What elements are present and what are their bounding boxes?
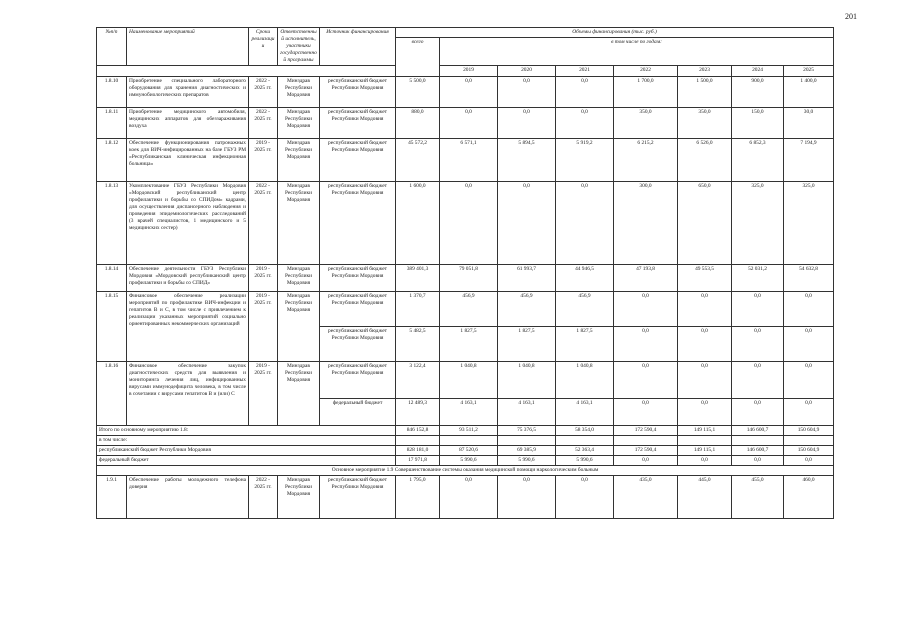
row-value: 6 526,0	[678, 139, 732, 182]
summary-value: 69 385,9	[498, 446, 556, 456]
row-term: 2022 - 2025 гг.	[249, 182, 278, 265]
row-source: республиканский бюджет Республики Мордовия	[320, 108, 396, 139]
header-total: всего	[396, 38, 440, 77]
row-value: 61 993,7	[498, 265, 556, 292]
header-spacer	[97, 66, 396, 77]
summary-value: 52 363,4	[556, 446, 614, 456]
table-row	[97, 77, 834, 108]
row-responsible: Минздрав Республики Мордовия	[278, 182, 320, 265]
row-responsible: Минздрав Республики Мордовия	[278, 139, 320, 182]
header-year: 2021	[556, 66, 614, 77]
row-total: 5 482,5	[396, 327, 440, 362]
row-name: Приобретение медицинского автомобиля, медицинских аппаратов для обеззараживания воздуха	[127, 108, 249, 139]
row-value: 7 194,9	[784, 139, 834, 182]
header-term: Сроки реализации	[249, 28, 278, 66]
summary-value	[732, 436, 784, 446]
summary-value: 5 990,6	[498, 456, 556, 466]
row-number: 1.9.1	[97, 476, 127, 519]
summary-row	[97, 426, 834, 436]
summary-total: 828 181,0	[396, 446, 440, 456]
row-total: 45 572,2	[396, 139, 440, 182]
row-value: 30,0	[784, 108, 834, 139]
summary-value: 93 511,2	[440, 426, 498, 436]
row-value: 150,0	[732, 108, 784, 139]
row-value: 325,0	[784, 182, 834, 265]
row-value: 49 553,5	[678, 265, 732, 292]
row-value: 0,0	[498, 77, 556, 108]
header-year: 2019	[440, 66, 498, 77]
row-value: 0,0	[732, 292, 784, 327]
row-total: 1 370,7	[396, 292, 440, 327]
row-total: 1 795,0	[396, 476, 440, 519]
row-value: 445,0	[678, 476, 732, 519]
header-year: 2022	[614, 66, 678, 77]
row-responsible: Минздрав Республики Мордовия	[278, 476, 320, 519]
row-value: 900,0	[732, 77, 784, 108]
row-number: 1.8.12	[97, 139, 127, 182]
summary-value: 149 115,1	[678, 426, 732, 436]
row-value: 0,0	[556, 476, 614, 519]
summary-value: 146 600,7	[732, 426, 784, 436]
row-value: 456,9	[556, 292, 614, 327]
row-value: 4 163,1	[440, 399, 498, 426]
row-value: 0,0	[678, 362, 732, 399]
row-value: 0,0	[498, 182, 556, 265]
row-source: республиканский бюджет Республики Мордовия	[320, 362, 396, 399]
row-value: 0,0	[678, 399, 732, 426]
summary-value: 0,0	[732, 456, 784, 466]
row-term: 2019 - 2025 гг.	[249, 139, 278, 182]
row-value: 6 852,3	[732, 139, 784, 182]
summary-label: в том числе:	[97, 436, 396, 446]
row-value: 0,0	[678, 327, 732, 362]
summary-row	[97, 446, 834, 456]
row-number: 1.8.15	[97, 292, 127, 362]
table-row	[97, 265, 834, 292]
table-row	[97, 476, 834, 519]
row-value: 456,9	[498, 292, 556, 327]
summary-value: 150 604,9	[784, 426, 834, 436]
row-value: 460,0	[784, 476, 834, 519]
header-year: 2025	[784, 66, 834, 77]
row-name: Обеспечение функционирования патронажных коек для ВИЧ-инфицированных на базе ГБУЗ РМ «Республиканская клиническая инфекционная больница»	[127, 139, 249, 182]
section-row	[97, 466, 834, 476]
summary-value: 0,0	[678, 456, 732, 466]
summary-value: 87 520,6	[440, 446, 498, 456]
summary-value: 146 600,7	[732, 446, 784, 456]
row-value: 0,0	[498, 108, 556, 139]
header-source: Источник финансирования	[320, 28, 396, 66]
header-num: №п/п	[97, 28, 127, 66]
row-responsible: Минздрав Республики Мордовия	[278, 77, 320, 108]
row-value: 350,0	[614, 108, 678, 139]
row-value: 455,0	[732, 476, 784, 519]
summary-value	[556, 436, 614, 446]
row-value: 6 215,2	[614, 139, 678, 182]
summary-value: 5 990,6	[556, 456, 614, 466]
row-value: 456,9	[440, 292, 498, 327]
row-total: 12 489,3	[396, 399, 440, 426]
row-name: Финансовое обеспечение закупок диагностических средств для выявления и мониторинга лечения лиц, инфицированных вирусами иммунодефицита человека, в том числе в сочетании с вирусами гепатитов В и (или) С	[127, 362, 249, 426]
summary-value: 172 590,4	[614, 426, 678, 436]
row-value: 1 500,0	[678, 77, 732, 108]
row-value: 5 894,5	[498, 139, 556, 182]
header-year: 2023	[678, 66, 732, 77]
header-funding: Объемы финансирования (тыс. руб.)	[396, 28, 834, 38]
header-name: Наименование мероприятий	[127, 28, 249, 66]
row-value: 300,0	[614, 182, 678, 265]
row-value: 1 040,8	[556, 362, 614, 399]
section-title: Основное мероприятие 1.9 Совершенствование системы оказания медицинской помощи наркологическим больным	[97, 466, 834, 476]
row-term: 2022 - 2025 гг.	[249, 108, 278, 139]
table-years-row	[97, 66, 834, 77]
summary-label: республиканский бюджет Республики Мордовия	[97, 446, 396, 456]
row-value: 0,0	[784, 362, 834, 399]
row-total: 3 122,4	[396, 362, 440, 399]
row-term: 2022 - 2025 гг.	[249, 77, 278, 108]
summary-row	[97, 456, 834, 466]
row-value: 1 827,5	[556, 327, 614, 362]
row-responsible: Минздрав Республики Мордовия	[278, 362, 320, 426]
row-value: 54 632,8	[784, 265, 834, 292]
summary-value: 149 115,1	[678, 446, 732, 456]
summary-value: 150 604,9	[784, 446, 834, 456]
summary-value: 172 590,4	[614, 446, 678, 456]
row-value: 0,0	[732, 327, 784, 362]
row-value: 1 040,8	[440, 362, 498, 399]
header-year: 2024	[732, 66, 784, 77]
page-number: 201	[845, 12, 857, 21]
row-value: 0,0	[678, 292, 732, 327]
row-responsible: Минздрав Республики Мордовия	[278, 265, 320, 292]
table-row	[97, 362, 834, 399]
row-total: 389 401,3	[396, 265, 440, 292]
row-value: 4 163,1	[498, 399, 556, 426]
row-number: 1.8.10	[97, 77, 127, 108]
row-value: 0,0	[784, 399, 834, 426]
summary-value: 58 354,0	[556, 426, 614, 436]
row-value: 435,0	[614, 476, 678, 519]
row-number: 1.8.13	[97, 182, 127, 265]
summary-value	[440, 436, 498, 446]
row-value: 0,0	[440, 77, 498, 108]
row-name: Обеспечение деятельности ГБУЗ Республики Мордовия «Мордовский республиканский центр профилактики и борьбы со СПИД»	[127, 265, 249, 292]
row-name: Приобретение специального лабораторного оборудования для хранения диагностических и иммунобиологических препаратов	[127, 77, 249, 108]
table-row	[97, 292, 834, 327]
row-name: Укомплектование ГБУЗ Республики Мордовия «Мордовский республиканский центр профилактики и борьбы со СПИДом» кадрами, для осуществления диспансерного наблюдения и проведения эпидемиологических расследований (3 врачей специалистов, 1 медицинского и 5 медицинских сестер)	[127, 182, 249, 265]
row-source: республиканский бюджет Республики Мордовия	[320, 265, 396, 292]
row-value: 0,0	[784, 327, 834, 362]
summary-value	[498, 436, 556, 446]
row-value: 6 571,1	[440, 139, 498, 182]
summary-value: 0,0	[614, 456, 678, 466]
row-source: республиканский бюджет Республики Мордовия	[320, 327, 396, 362]
funding-table	[96, 27, 834, 519]
row-total: 880,0	[396, 108, 440, 139]
row-responsible: Минздрав Республики Мордовия	[278, 292, 320, 362]
row-number: 1.8.11	[97, 108, 127, 139]
header-responsible: Ответственный исполнитель, участники государственной программы	[278, 28, 320, 66]
row-value: 0,0	[440, 108, 498, 139]
row-value: 0,0	[614, 327, 678, 362]
row-source: федеральный бюджет	[320, 399, 396, 426]
summary-total	[396, 436, 440, 446]
row-value: 5 919,2	[556, 139, 614, 182]
summary-label: Итого по основному мероприятию 1.8:	[97, 426, 396, 436]
summary-total: 17 971,8	[396, 456, 440, 466]
table-header-row	[97, 28, 834, 38]
row-value: 0,0	[784, 292, 834, 327]
row-source: республиканский бюджет Республики Мордовия	[320, 292, 396, 327]
header-by-year: в том числе по годам:	[440, 38, 834, 66]
row-value: 0,0	[614, 399, 678, 426]
row-value: 0,0	[498, 476, 556, 519]
summary-value: 0,0	[784, 456, 834, 466]
row-name: Обеспечение работы молодежного телефона доверия	[127, 476, 249, 519]
row-value: 4 163,1	[556, 399, 614, 426]
row-name: Финансовое обеспечение реализации мероприятий по профилактике ВИЧ-инфекции и гепатитов В и С, в том числе с привлечением к реализации указанных мероприятий социально ориентированных некоммерческих организаций	[127, 292, 249, 362]
row-value: 650,0	[678, 182, 732, 265]
row-value: 0,0	[440, 476, 498, 519]
header-year: 2020	[498, 66, 556, 77]
row-total: 1 600,0	[396, 182, 440, 265]
row-source: республиканский бюджет Республики Мордовия	[320, 182, 396, 265]
summary-value: 5 990,6	[440, 456, 498, 466]
row-value: 1 827,5	[440, 327, 498, 362]
row-value: 79 051,8	[440, 265, 498, 292]
row-value: 0,0	[556, 108, 614, 139]
summary-value	[678, 436, 732, 446]
table-row	[97, 139, 834, 182]
row-value: 0,0	[614, 362, 678, 399]
summary-value	[614, 436, 678, 446]
row-value: 0,0	[556, 77, 614, 108]
row-term: 2019 - 2025 гг.	[249, 292, 278, 362]
row-value: 44 946,5	[556, 265, 614, 292]
row-source: республиканский бюджет Республики Мордовия	[320, 139, 396, 182]
row-responsible: Минздрав Республики Мордовия	[278, 108, 320, 139]
row-value: 0,0	[732, 399, 784, 426]
row-value: 47 193,8	[614, 265, 678, 292]
table-row	[97, 108, 834, 139]
row-term: 2019 - 2025 гг.	[249, 265, 278, 292]
summary-value: 75 376,5	[498, 426, 556, 436]
summary-value	[784, 436, 834, 446]
row-term: 2019 - 2025 гг.	[249, 362, 278, 426]
summary-total: 846 152,8	[396, 426, 440, 436]
row-source: республиканский бюджет Республики Мордовия	[320, 476, 396, 519]
row-term: 2022 - 2025 гг.	[249, 476, 278, 519]
row-value: 1 040,8	[498, 362, 556, 399]
row-number: 1.8.16	[97, 362, 127, 426]
row-value: 0,0	[614, 292, 678, 327]
summary-row	[97, 436, 834, 446]
row-value: 325,0	[732, 182, 784, 265]
row-value: 0,0	[440, 182, 498, 265]
summary-label: федеральный бюджет	[97, 456, 396, 466]
row-value: 350,0	[678, 108, 732, 139]
row-value: 1 700,0	[614, 77, 678, 108]
row-value: 1 400,0	[784, 77, 834, 108]
row-number: 1.8.14	[97, 265, 127, 292]
table-row	[97, 182, 834, 265]
row-total: 5 500,0	[396, 77, 440, 108]
row-value: 1 827,5	[498, 327, 556, 362]
row-value: 52 031,2	[732, 265, 784, 292]
row-source: республиканский бюджет Республики Мордовия	[320, 77, 396, 108]
row-value: 0,0	[556, 182, 614, 265]
row-value: 0,0	[732, 362, 784, 399]
